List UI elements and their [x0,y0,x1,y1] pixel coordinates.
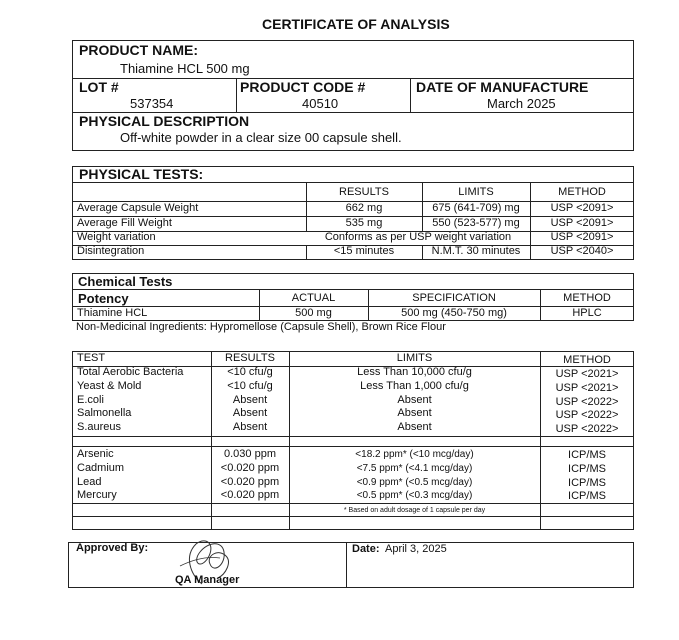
metal-method: ICP/MS [568,449,606,461]
divider [72,446,634,447]
approval-date-value: April 3, 2025 [385,543,447,555]
micro-test-method: USP <2021> [555,382,619,394]
divider [410,78,411,112]
micro-test-limit: Less Than 1,000 cfu/g [360,380,469,392]
test-name: Average Capsule Weight [77,202,199,214]
lot-value: 537354 [130,96,174,111]
approval-section [68,542,634,588]
test-method: USP <2040> [550,245,614,257]
micro-test-method: USP <2022> [555,409,619,421]
product-code-label: PRODUCT CODE # [240,79,366,95]
metal-result: <0.020 ppm [220,476,280,488]
document-title: CERTIFICATE OF ANALYSIS [262,16,450,32]
limits-header: LIMITS [396,352,433,364]
divider [72,289,634,290]
micro-test-limit: Less Than 10,000 cfu/g [357,366,472,378]
approver-role: QA Manager [175,574,240,586]
potency-method: HPLC [572,307,602,319]
metal-name: Mercury [77,489,117,501]
metal-name: Lead [77,476,102,488]
metal-result: <0.020 ppm [220,462,280,474]
metal-limit: <18.2 ppm* (<10 mcg/day) [355,449,474,460]
potency-name: Thiamine HCL [77,307,148,319]
divider [72,182,634,183]
divider [72,503,634,504]
micro-test-name: E.coli [77,394,104,406]
divider [236,78,237,112]
potency-label: Potency [78,291,129,306]
test-result: 662 mg [345,202,383,214]
chemical-tests-title: Chemical Tests [78,274,173,289]
metal-name: Cadmium [77,462,125,474]
results-header: RESULTS [225,352,275,364]
method-header: METHOD [563,292,611,304]
product-name-label: PRODUCT NAME: [79,42,198,58]
test-method: USP <2091> [550,231,614,243]
physical-description-value: Off-white powder in a clear size 00 capsule shell. [120,130,402,145]
dosage-footnote: * Based on adult dosage of 1 capsule per day [343,507,486,514]
test-method: USP <2091> [550,217,614,229]
test-limit: 675 (641-709) mg [432,202,520,214]
metal-result: <0.020 ppm [220,489,280,501]
limits-header: LIMITS [458,186,494,198]
actual-header: ACTUAL [291,292,336,304]
micro-test-method: USP <2021> [555,368,619,380]
micro-test-name: Yeast & Mold [77,380,142,392]
test-limit: N.M.T. 30 minutes [431,245,521,257]
lot-label: LOT # [79,79,119,95]
micro-test-name: Total Aerobic Bacteria [77,366,184,378]
product-name-value: Thiamine HCL 500 mg [120,61,250,76]
micro-test-result: Absent [232,407,268,419]
divider [72,436,634,437]
method-header: METHOD [558,186,606,198]
approval-date-label: Date: [352,543,380,555]
results-header: RESULTS [339,186,389,198]
micro-test-method: USP <2022> [555,423,619,435]
micro-test-result: <10 cfu/g [227,380,273,392]
approved-by-label: Approved By: [76,542,149,554]
micro-test-limit: Absent [397,421,432,433]
manufacture-date-value: March 2025 [487,96,556,111]
test-name: Weight variation [77,231,156,243]
metal-name: Arsenic [77,448,114,460]
micro-test-name: Salmonella [77,407,132,419]
micro-test-limit: Absent [397,394,432,406]
micro-test-method: USP <2022> [555,396,619,408]
micro-test-result: <10 cfu/g [227,366,273,378]
metal-limit: <0.5 ppm* (<0.3 mcg/day) [356,490,473,501]
metal-result: 0.030 ppm [224,448,276,460]
product-code-value: 40510 [302,96,339,111]
micro-test-limit: Absent [397,407,432,419]
test-limit: 550 (523-577) mg [432,217,520,229]
non-medicinal-ingredients: Non-Medicinal Ingredients: Hypromellose (Capsule Shell), Brown Rice Flour [76,321,446,333]
metal-limit: <7.5 ppm* (<4.1 mcg/day) [356,463,473,474]
micro-test-name: S.aureus [77,421,122,433]
metal-limit: <0.9 ppm* (<0.5 mcg/day) [356,477,473,488]
potency-specification: 500 mg (450-750 mg) [401,307,507,319]
metal-method: ICP/MS [568,477,606,489]
test-header: TEST [77,352,106,364]
physical-description-label: PHYSICAL DESCRIPTION [79,113,250,129]
micro-test-result: Absent [232,421,268,433]
test-result: 535 mg [345,217,383,229]
test-result: <15 minutes [333,245,395,257]
specification-header: SPECIFICATION [412,292,496,304]
manufacture-date-label: DATE OF MANUFACTURE [416,79,589,95]
metal-method: ICP/MS [568,490,606,502]
test-name: Average Fill Weight [77,217,172,229]
test-name: Disintegration [77,245,145,257]
physical-tests-title: PHYSICAL TESTS: [79,166,204,182]
micro-test-result: Absent [232,394,268,406]
potency-actual: 500 mg [295,307,332,319]
metal-method: ICP/MS [568,463,606,475]
divider [72,516,634,517]
divider [72,306,634,307]
divider [346,542,347,588]
test-method: USP <2091> [550,202,614,214]
test-result-merged: Conforms as per USP weight variation [324,231,512,243]
method-header: METHOD [563,354,611,366]
